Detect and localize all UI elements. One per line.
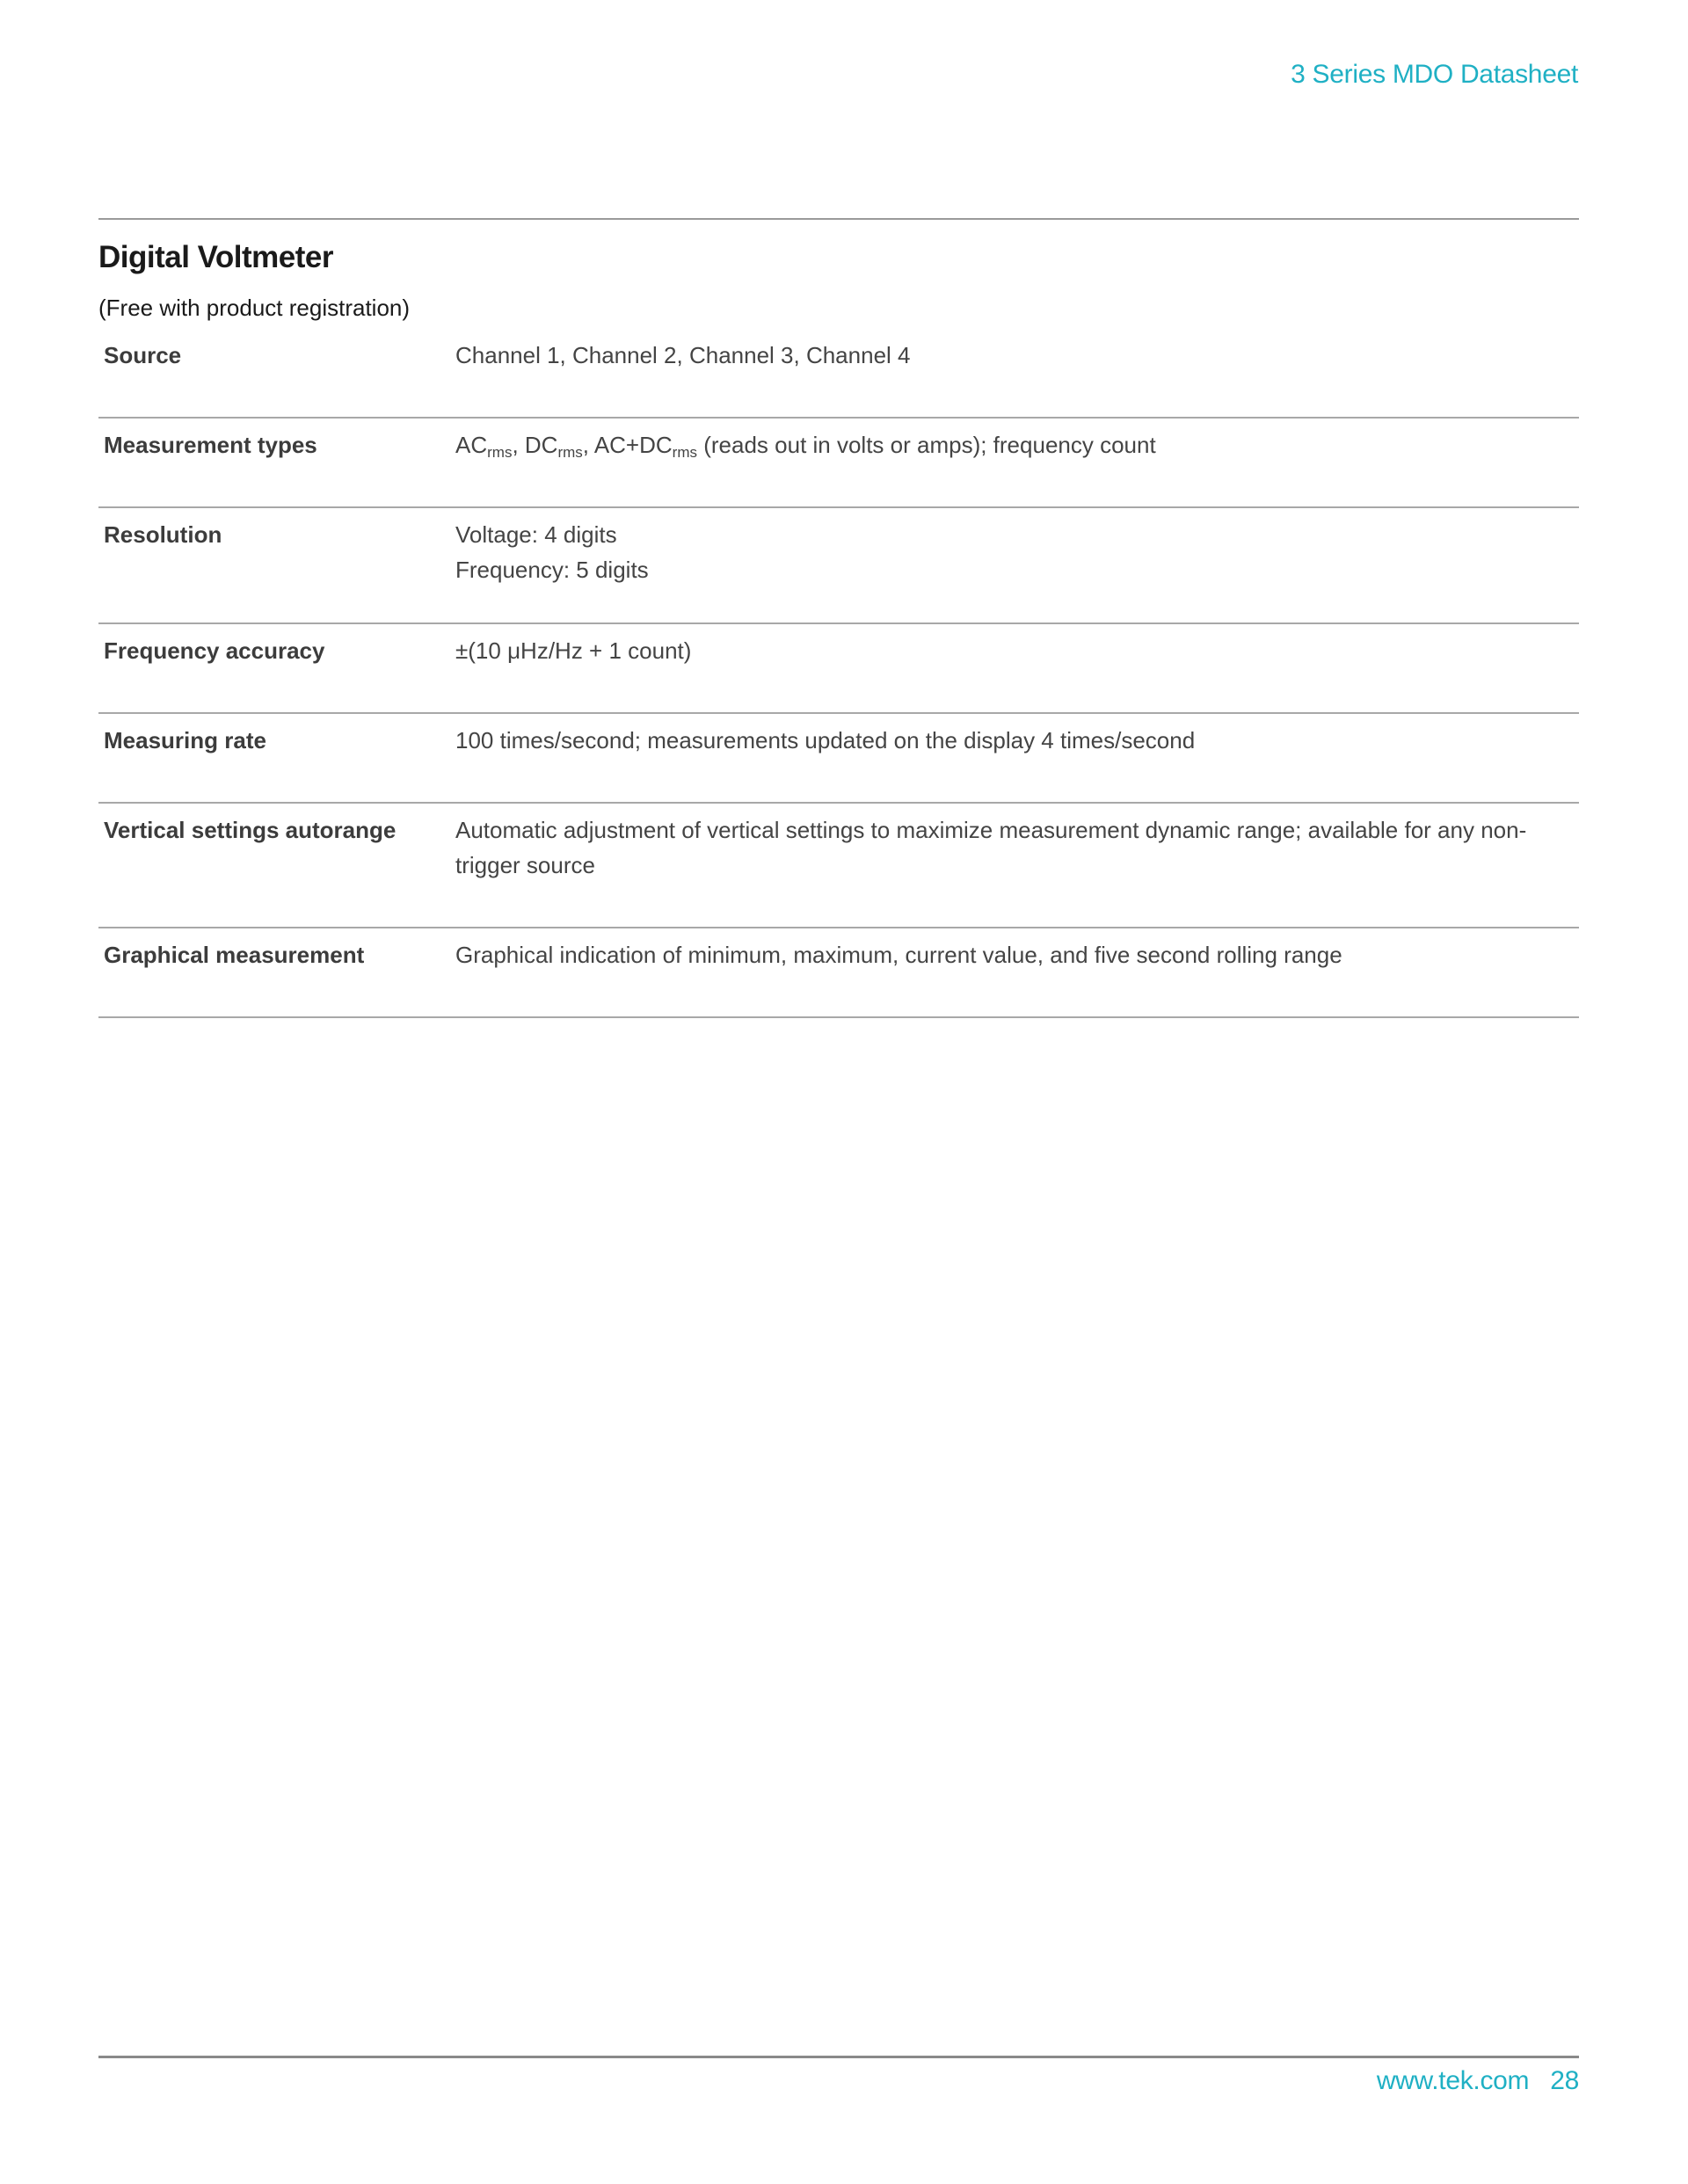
document-title: 3 Series MDO Datasheet xyxy=(1291,60,1578,89)
spec-label: Vertical settings autorange xyxy=(98,803,455,928)
rms-subscript: rms xyxy=(672,444,697,461)
spec-label: Graphical measurement xyxy=(98,928,455,1017)
spec-row-graphical-measurement xyxy=(98,928,1579,1017)
spec-value xyxy=(455,418,1579,507)
spec-row-measurement-types xyxy=(98,418,1579,507)
spec-table xyxy=(98,338,1579,1018)
measurement-types-tail: (reads out in volts or amps); frequency count xyxy=(697,432,1156,458)
spec-value xyxy=(455,507,1579,623)
footer-url-link[interactable]: www.tek.com xyxy=(1376,2066,1530,2095)
rms-subscript: rms xyxy=(487,444,513,461)
section-note: (Free with product registration) xyxy=(98,295,411,321)
spec-label: Frequency accuracy xyxy=(98,623,455,713)
spec-label: Source xyxy=(98,338,455,418)
rms-subscript: rms xyxy=(557,444,583,461)
dc-text: DC xyxy=(524,432,558,458)
spec-row-source xyxy=(98,338,1579,418)
section-divider xyxy=(98,218,1579,220)
resolution-voltage: Voltage: 4 digits xyxy=(455,521,617,548)
spec-row-resolution xyxy=(98,507,1579,623)
page-number: 28 xyxy=(1550,2066,1579,2095)
spec-label: Resolution xyxy=(98,507,455,623)
ac-text: AC xyxy=(455,432,488,458)
spec-row-vertical-autorange xyxy=(98,803,1579,928)
spec-value: Automatic adjustment of vertical settings to maximize measurement dynamic range; available for any non-trigger source xyxy=(455,803,1579,928)
separator: , xyxy=(582,432,594,458)
spec-value: 100 times/second; measurements updated on the display 4 times/second xyxy=(455,713,1579,803)
spec-value: Graphical indication of minimum, maximum, current value, and five second rolling range xyxy=(455,928,1579,1017)
spec-value: Channel 1, Channel 2, Channel 3, Channel 4 xyxy=(455,338,1579,418)
spec-value: ±(10 μHz/Hz + 1 count) xyxy=(455,623,1579,713)
section-title: Digital Voltmeter xyxy=(98,240,334,274)
footer-divider xyxy=(98,2056,1579,2058)
resolution-frequency: Frequency: 5 digits xyxy=(455,557,649,583)
acdc-text: AC+DC xyxy=(593,432,673,458)
spec-label: Measuring rate xyxy=(98,713,455,803)
page-footer xyxy=(1377,2066,1579,2096)
spec-row-frequency-accuracy xyxy=(98,623,1579,713)
spec-row-measuring-rate xyxy=(98,713,1579,803)
spec-label: Measurement types xyxy=(98,418,455,507)
separator: , xyxy=(512,432,525,458)
spec-section xyxy=(98,218,1579,1018)
